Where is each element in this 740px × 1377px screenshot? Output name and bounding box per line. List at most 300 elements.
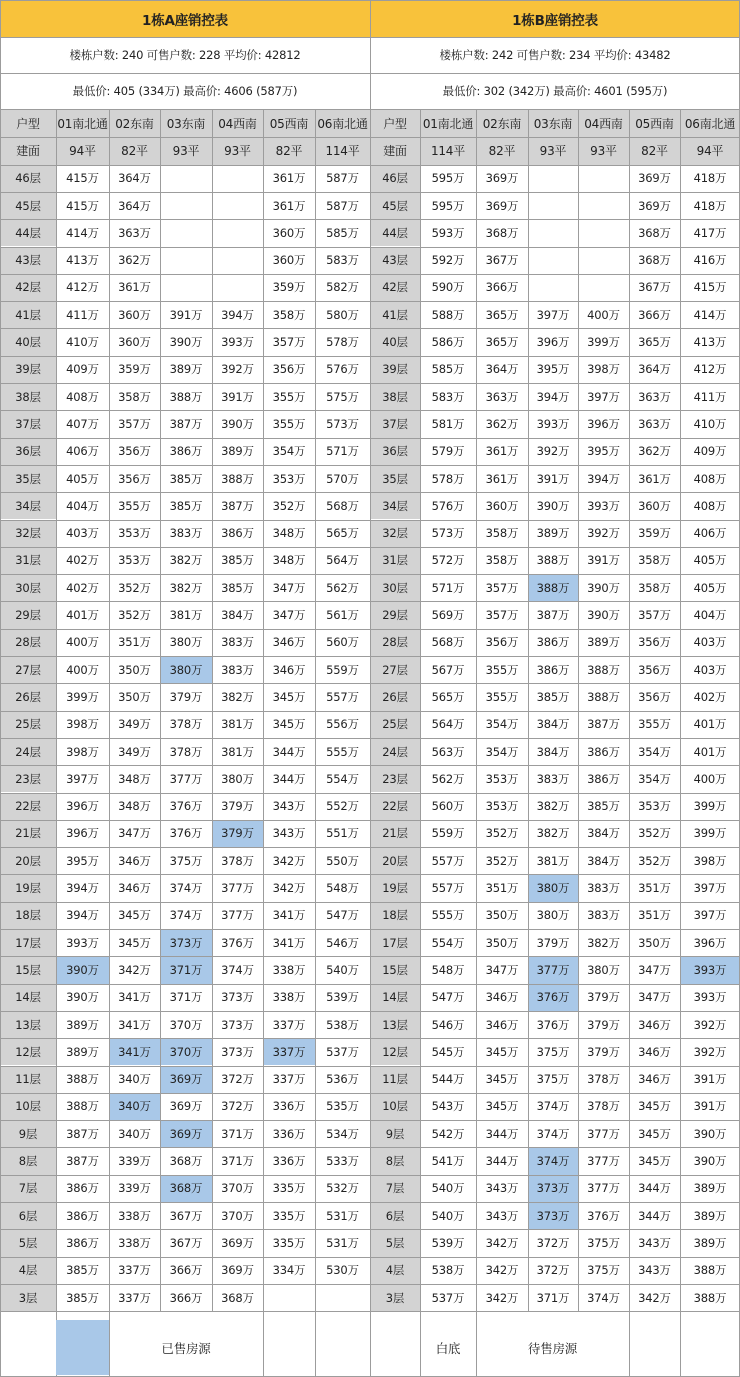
table-a-price-cell: 344万 (272, 744, 306, 759)
table-b-price-cell: 390万 (693, 1126, 727, 1141)
table-a-price-cell: 374万 (169, 908, 203, 923)
table-a-floor-label: 36层 (0, 438, 56, 465)
table-a-floor-label: 26层 (0, 683, 56, 710)
table-a-floor-label: 6层 (0, 1202, 56, 1229)
table-a-unit-header: 02东南 (109, 110, 160, 137)
table-a-price-cell: 376万 (169, 799, 203, 814)
table-a-price-cell: 383万 (221, 635, 254, 650)
table-b-price-cell: 376万 (587, 1208, 620, 1223)
table-a-price-cell: 357万 (272, 335, 306, 350)
table-a-price-cell-sold: 370万 (160, 1038, 212, 1065)
table-a-price-cell: 575万 (326, 389, 359, 404)
table-b-price-cell: 368万 (638, 225, 671, 240)
table-a-price-cell: 362万 (118, 253, 151, 268)
table-a-price-cell: 339万 (118, 1154, 151, 1169)
table-a-unit-header: 05西南 (263, 110, 315, 137)
table-b-price-cell: 368万 (638, 253, 671, 268)
table-a-price-cell: 407万 (66, 416, 99, 431)
table-a-unit-header: 04西南 (212, 110, 263, 137)
table-a-price-cell: 359万 (272, 280, 306, 295)
table-a-price-cell: 533万 (326, 1154, 359, 1169)
table-b-price-cell: 573万 (431, 526, 465, 541)
table-b-price-cell: 390万 (536, 498, 570, 513)
table-a-price-cell: 386万 (66, 1181, 99, 1196)
table-a-price-cell: 361万 (272, 198, 306, 213)
table-a-price-cell: 547万 (326, 908, 359, 923)
table-b-price-cell: 369万 (638, 198, 671, 213)
table-a-floor-label: 10层 (0, 1093, 56, 1120)
table-b-price-cell: 382万 (536, 799, 570, 814)
table-a-price-cell: 355万 (118, 498, 151, 513)
table-a-price-cell: 351万 (118, 635, 151, 650)
table-b-price-cell: 555万 (431, 908, 465, 923)
table-b-price-cell: 403万 (693, 635, 727, 650)
table-a-price-cell (263, 1284, 315, 1311)
table-b-price-cell: 345万 (638, 1126, 671, 1141)
table-a-floor-label: 5层 (0, 1229, 56, 1256)
table-b-price-cell: 344万 (638, 1181, 671, 1196)
table-b-unit-header: 06南北通 (680, 110, 740, 137)
table-a-price-cell: 341万 (118, 990, 151, 1005)
table-b-price-cell: 391万 (536, 471, 570, 486)
table-a-price-cell: 368万 (221, 1290, 254, 1305)
table-b-price-cell: 350万 (638, 935, 671, 950)
table-b-price-cell: 392万 (693, 1017, 727, 1032)
table-b-price-cell: 394万 (587, 471, 620, 486)
table-a-price-cell: 349万 (118, 717, 151, 732)
table-b-floor-label: 36层 (370, 438, 420, 465)
table-a-price-cell: 376万 (169, 826, 203, 841)
table-a-price-cell: 347万 (272, 580, 306, 595)
table-b-price-cell: 396万 (693, 935, 727, 950)
table-a-floor-label: 43层 (0, 247, 56, 274)
table-a-price-cell: 557万 (326, 689, 359, 704)
table-b-price-cell: 344万 (485, 1126, 519, 1141)
table-a-price-cell: 343万 (272, 826, 306, 841)
table-b-price-cell: 378万 (587, 1072, 620, 1087)
table-b-floor-label: 12层 (370, 1038, 420, 1065)
table-a-unit-header: 06南北通 (315, 110, 370, 137)
table-b-price-cell: 356万 (638, 662, 671, 677)
table-b-price-cell: 358万 (638, 580, 671, 595)
table-a-price-cell: 386万 (221, 526, 254, 541)
table-a-floor-label: 7层 (0, 1175, 56, 1202)
table-b-price-cell: 392万 (693, 1044, 727, 1059)
table-a-price-cell: 582万 (326, 280, 359, 295)
table-b-price-cell-sold: 374万 (528, 1147, 578, 1174)
table-b-price-cell (528, 274, 578, 301)
table-a-price-cell: 400万 (66, 662, 99, 677)
table-a-price-cell: 363万 (118, 225, 151, 240)
table-a-price-cell: 400万 (66, 635, 99, 650)
table-a-price-cell: 334万 (272, 1263, 306, 1278)
table-b-price-cell: 557万 (431, 881, 465, 896)
table-a-price-cell: 347万 (118, 826, 151, 841)
table-b-price-cell: 388万 (693, 1290, 727, 1305)
table-b-price-cell: 344万 (485, 1154, 519, 1169)
table-a-floor-label: 34层 (0, 492, 56, 519)
table-a-price-cell: 379万 (221, 799, 254, 814)
table-b-price-cell: 356万 (638, 689, 671, 704)
table-b-price-cell-sold: 376万 (528, 984, 578, 1011)
table-a-price-cell-sold: 373万 (160, 929, 212, 956)
table-a-price-cell: 369万 (169, 1099, 203, 1114)
table-b-floor-label: 27层 (370, 656, 420, 683)
table-a-price-cell: 383万 (169, 526, 203, 541)
table-b-price-cell: 388万 (536, 553, 570, 568)
table-b-price-cell: 398万 (587, 362, 620, 377)
table-b-price-cell: 401万 (693, 717, 727, 732)
table-a-price-cell: 340万 (118, 1072, 151, 1087)
table-a-price-cell-sold: 337万 (263, 1038, 315, 1065)
table-a-price-cell: 350万 (118, 662, 151, 677)
table-b-floor-label: 31层 (370, 547, 420, 574)
table-a-price-cell: 535万 (326, 1099, 359, 1114)
grid-line (629, 109, 630, 1311)
table-a-unit-header: 03东南 (160, 110, 212, 137)
table-a-floor-label: 14层 (0, 984, 56, 1011)
table-a-price-cell: 371万 (169, 990, 203, 1005)
table-b-price-cell: 363万 (638, 389, 671, 404)
table-a-price-cell: 340万 (118, 1126, 151, 1141)
table-a-area-label: 建面 (0, 137, 56, 164)
table-b-floor-label: 5层 (370, 1229, 420, 1256)
table-b-price-cell: 383万 (536, 771, 570, 786)
table-b-price-cell: 345万 (638, 1154, 671, 1169)
table-a-price-cell: 352万 (272, 498, 306, 513)
table-a-price-cell-sold: 368万 (160, 1175, 212, 1202)
table-b-floor-label: 7层 (370, 1175, 420, 1202)
table-a-floor-label: 8层 (0, 1147, 56, 1174)
table-a-price-cell (212, 247, 263, 274)
table-a-price-cell: 370万 (221, 1181, 254, 1196)
table-b-price-cell: 408万 (693, 498, 727, 513)
table-a-price-cell: 385万 (221, 553, 254, 568)
table-b-price-cell: 383万 (587, 908, 620, 923)
table-b-price-cell: 399万 (587, 335, 620, 350)
table-b-price-cell: 372万 (536, 1263, 570, 1278)
grid-line (212, 109, 213, 1311)
table-b-price-cell: 560万 (431, 799, 465, 814)
table-b-price-cell: 384万 (587, 826, 620, 841)
table-a-price-cell: 380万 (169, 635, 203, 650)
table-b-price-cell: 585万 (431, 362, 465, 377)
table-a-price-cell: 382万 (169, 580, 203, 595)
table-b-price-cell: 399万 (693, 826, 727, 841)
table-b-price-cell: 377万 (587, 1154, 620, 1169)
table-b-unit-header: 03东南 (528, 110, 578, 137)
table-a-area-header: 93平 (160, 137, 212, 164)
table-a-price-cell: 381万 (221, 717, 254, 732)
table-b-floor-label: 13层 (370, 1011, 420, 1038)
table-a-price-cell-sold: 341万 (109, 1038, 160, 1065)
table-a-price-cell: 394万 (221, 307, 254, 322)
table-b-price-cell: 540万 (431, 1208, 465, 1223)
table-b-price-cell: 354万 (485, 744, 519, 759)
table-b-price-cell: 367万 (485, 253, 519, 268)
grid-line (370, 0, 371, 1377)
table-b-price-cell: 389万 (693, 1235, 727, 1250)
legend-sold-label: 已售房源 (161, 1340, 211, 1356)
table-a-price-cell: 360万 (118, 307, 151, 322)
table-b-price-cell: 393万 (587, 498, 620, 513)
table-a-price-cell: 373万 (221, 1017, 254, 1032)
grid-line (680, 1311, 681, 1377)
table-b-price-cell: 343万 (638, 1263, 671, 1278)
table-b-price-cell: 353万 (485, 771, 519, 786)
table-b-price-cell: 383万 (587, 881, 620, 896)
table-b-price-cell: 379万 (536, 935, 570, 950)
table-a-price-cell: 342万 (272, 881, 306, 896)
table-b-price-cell: 568万 (431, 635, 465, 650)
table-a-price-cell: 386万 (169, 444, 203, 459)
table-b-price-cell: 384万 (536, 717, 570, 732)
table-b-price-cell: 354万 (485, 717, 519, 732)
table-a-price-cell: 341万 (272, 908, 306, 923)
table-b-floor-label: 26层 (370, 683, 420, 710)
table-a-price-cell: 389万 (221, 444, 254, 459)
table-a-price-cell-sold: 369万 (160, 1066, 212, 1093)
table-a-floor-label: 30层 (0, 574, 56, 601)
table-b-price-cell: 393万 (693, 990, 727, 1005)
table-b-price-cell: 365万 (638, 335, 671, 350)
table-b-area-label: 建面 (370, 137, 420, 164)
table-b-floor-label: 46层 (370, 165, 420, 192)
table-b-price-cell: 375万 (536, 1072, 570, 1087)
table-b-price-cell: 405万 (693, 580, 727, 595)
table-a-floor-label: 40层 (0, 328, 56, 355)
legend-unsold-label: 待售房源 (527, 1340, 578, 1356)
table-a-type-label: 户型 (0, 110, 56, 137)
table-a-floor-label: 27层 (0, 656, 56, 683)
table-b-floor-label: 43层 (370, 247, 420, 274)
table-b-price-cell: 358万 (485, 553, 519, 568)
table-a-floor-label: 3层 (0, 1284, 56, 1311)
table-a-price-cell: 348万 (118, 799, 151, 814)
table-b-floor-label: 9层 (370, 1120, 420, 1147)
table-a-price-cell: 380万 (221, 771, 254, 786)
table-a-floor-label: 13层 (0, 1011, 56, 1038)
table-b-price-cell: 540万 (431, 1181, 465, 1196)
grid-line (528, 109, 529, 1311)
table-a-area-header: 82平 (263, 137, 315, 164)
table-a-price-cell: 360万 (118, 335, 151, 350)
grid-line (629, 1311, 630, 1377)
table-b-price-cell: 592万 (431, 253, 465, 268)
table-b-floor-label: 22层 (370, 793, 420, 820)
table-b-price-cell: 402万 (693, 689, 727, 704)
table-a-price-cell: 343万 (272, 799, 306, 814)
table-b-price-cell: 393万 (536, 416, 570, 431)
table-a-stats: 楼栋户数: 240 可售户数: 228 平均价: 42812 (69, 48, 301, 62)
table-a-price-cell (160, 274, 212, 301)
table-a-price-cell (315, 1284, 370, 1311)
table-a-price-cell: 388万 (221, 471, 254, 486)
table-a-price-cell: 349万 (118, 744, 151, 759)
table-b-price-cell: 346万 (638, 1044, 671, 1059)
table-b-price-cell: 397万 (693, 881, 727, 896)
table-a-price-cell: 345万 (118, 935, 151, 950)
table-a-price-cell: 341万 (272, 935, 306, 950)
table-a-floor-label: 45层 (0, 192, 56, 219)
table-a-price-cell: 394万 (66, 908, 99, 923)
table-b-price-cell: 382万 (587, 935, 620, 950)
table-b-price-cell: 361万 (485, 444, 519, 459)
table-a-price-cell: 352万 (118, 608, 151, 623)
table-a-price-cell: 383万 (221, 662, 254, 677)
table-a-price-cell: 537万 (326, 1044, 359, 1059)
table-b-price-cell: 417万 (693, 225, 727, 240)
table-b-price-cell: 345万 (638, 1099, 671, 1114)
table-b-price-cell: 352万 (485, 826, 519, 841)
table-b-price-cell: 377万 (587, 1126, 620, 1141)
table-a-price-cell: 353万 (118, 553, 151, 568)
table-b-price-cell: 418万 (693, 171, 727, 186)
table-a-price-cell: 355万 (272, 416, 306, 431)
table-a-price-cell: 394万 (66, 881, 99, 896)
table-a-price-cell: 374万 (169, 881, 203, 896)
table-a-floor-label: 20层 (0, 847, 56, 874)
table-b-price-cell: 396万 (536, 335, 570, 350)
table-b-price-cell: 345万 (485, 1044, 519, 1059)
table-b-floor-label: 4层 (370, 1257, 420, 1284)
table-a-price-cell: 404万 (66, 498, 99, 513)
table-a-price-cell: 385万 (221, 580, 254, 595)
table-a-price-cell: 382万 (221, 689, 254, 704)
table-a-price-cell: 346万 (272, 662, 306, 677)
table-a-floor-label: 25层 (0, 711, 56, 738)
grid-line (315, 1311, 316, 1377)
table-b-price-cell: 361万 (485, 471, 519, 486)
table-b-price-cell: 391万 (693, 1099, 727, 1114)
table-b-price-cell: 389万 (536, 526, 570, 541)
table-a-price-cell: 398万 (66, 744, 99, 759)
table-b-title: 1栋B座销控表 (370, 0, 740, 37)
table-b-price-cell: 363万 (638, 416, 671, 431)
table-a-price-cell: 388万 (66, 1072, 99, 1087)
table-b-price-cell: 395万 (536, 362, 570, 377)
table-b-price-cell: 386万 (536, 635, 570, 650)
table-b-floor-label: 29层 (370, 601, 420, 628)
table-a-price-cell: 393万 (66, 935, 99, 950)
table-b-price-cell: 414万 (693, 307, 727, 322)
table-b-price-cell: 356万 (485, 635, 519, 650)
table-a-price-cell: 396万 (66, 826, 99, 841)
table-b-price-cell: 379万 (587, 1044, 620, 1059)
table-b-area-header: 82平 (476, 137, 528, 164)
table-a-price-cell: 395万 (66, 853, 99, 868)
table-a-price-cell: 573万 (326, 416, 359, 431)
table-b-price-cell: 346万 (638, 1072, 671, 1087)
table-b-floor-label: 23层 (370, 765, 420, 792)
table-b-price-cell: 554万 (431, 935, 465, 950)
table-a-price-cell: 335万 (272, 1181, 306, 1196)
table-a-price-cell: 342万 (272, 853, 306, 868)
table-a-floor-label: 46层 (0, 165, 56, 192)
table-a-price-cell: 390万 (169, 335, 203, 350)
table-b-price-cell: 390万 (587, 608, 620, 623)
table-a-price-cell: 346万 (118, 853, 151, 868)
table-a-price-cell: 393万 (221, 335, 254, 350)
table-a-price-cell: 338万 (118, 1208, 151, 1223)
table-a-price-cell: 337万 (118, 1290, 151, 1305)
table-a-price-cell: 337万 (272, 1072, 306, 1087)
table-a-price-cell: 409万 (66, 362, 99, 377)
table-b-price-cell: 357万 (485, 580, 519, 595)
table-a-price-cell: 377万 (221, 908, 254, 923)
table-a-price-cell: 344万 (272, 771, 306, 786)
table-b-price-cell: 369万 (485, 198, 519, 213)
table-b-floor-label: 6层 (370, 1202, 420, 1229)
table-b-price-cell: 377万 (587, 1181, 620, 1196)
table-a-price-cell: 356万 (118, 444, 151, 459)
table-b-price-cell (578, 274, 629, 301)
table-a-price-cell (212, 165, 263, 192)
table-a-price-cell: 338万 (118, 1235, 151, 1250)
table-b-price-cell: 346万 (485, 1017, 519, 1032)
table-b-price-cell: 389万 (693, 1208, 727, 1223)
table-b-price-cell: 343万 (485, 1208, 519, 1223)
table-a-price-cell: 540万 (326, 962, 359, 977)
table-a-price-cell: 371万 (221, 1126, 254, 1141)
table-a-price-cell: 378万 (221, 853, 254, 868)
table-a-floor-label: 42层 (0, 274, 56, 301)
table-a-price-cell: 368万 (169, 1154, 203, 1169)
table-b-price-cell: 345万 (485, 1072, 519, 1087)
table-b-price-cell: 400万 (587, 307, 620, 322)
table-b-price-cell: 374万 (587, 1290, 620, 1305)
table-b-price-cell: 351万 (638, 881, 671, 896)
table-b-price-cell: 397万 (587, 389, 620, 404)
table-b-price-cell: 389万 (587, 635, 620, 650)
grid-line (109, 109, 110, 1311)
table-a-price-cell: 386万 (66, 1235, 99, 1250)
table-b-floor-label: 3层 (370, 1284, 420, 1311)
table-a-price-cell: 360万 (272, 225, 306, 240)
table-b-price-cell: 397万 (693, 908, 727, 923)
table-b-price-cell: 354万 (638, 744, 671, 759)
table-b-floor-label: 18层 (370, 902, 420, 929)
table-a-price-cell: 366万 (169, 1263, 203, 1278)
table-b-price-cell: 365万 (485, 335, 519, 350)
table-b-unit-header: 02东南 (476, 110, 528, 137)
table-a-price-cell-sold: 369万 (160, 1120, 212, 1147)
table-b-price-cell: 386万 (587, 744, 620, 759)
table-a-price-cell: 398万 (66, 717, 99, 732)
table-a-floor-label: 32层 (0, 520, 56, 547)
table-a-floor-label: 38层 (0, 383, 56, 410)
table-a-price-cell-sold: 340万 (109, 1093, 160, 1120)
table-a-price-cell: 360万 (272, 253, 306, 268)
table-a-price-cell: 385万 (66, 1290, 99, 1305)
table-a-price-cell: 415万 (66, 198, 99, 213)
table-b-price-cell: 346万 (638, 1017, 671, 1032)
table-b-price-cell: 396万 (587, 416, 620, 431)
table-b-price-cell: 375万 (587, 1235, 620, 1250)
table-b-price-cell: 350万 (485, 908, 519, 923)
table-b-price-cell: 389万 (693, 1181, 727, 1196)
table-b-price-cell: 355万 (485, 689, 519, 704)
table-b-price-cell: 375万 (536, 1044, 570, 1059)
table-b-price-cell: 386万 (587, 771, 620, 786)
table-b-price-cell: 346万 (485, 990, 519, 1005)
table-a-floor-label: 12层 (0, 1038, 56, 1065)
table-a-price-cell (160, 247, 212, 274)
table-b-price-cell: 387万 (587, 717, 620, 732)
table-b-price-cell: 366万 (485, 280, 519, 295)
table-a-price-cell: 387万 (221, 498, 254, 513)
table-a-price-cell: 583万 (326, 253, 359, 268)
